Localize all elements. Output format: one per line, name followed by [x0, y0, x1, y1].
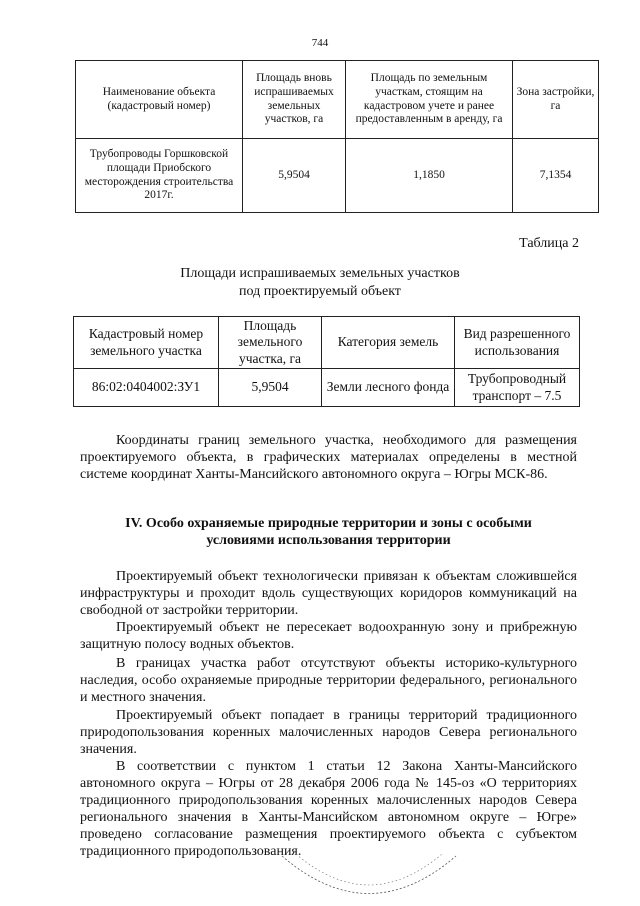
seal-stamp: [274, 836, 464, 906]
table-header-cell: Зона застройки, га: [513, 61, 599, 139]
table-header-row: [76, 61, 599, 139]
coordinates-paragraph: Координаты границ земельного участка, необходимого для размещения проектируемого объекта, в графических материалах определены в местной системе координат Ханты-Мансийского автономного округа – Югры МСК-86.: [80, 433, 577, 482]
table-header-cell: Площадь по земельным участкам, стоящим на кадастровом учете и ранее предоставленным в аренду, га: [346, 61, 513, 139]
table-header-row: [74, 317, 580, 369]
table-header-cell: Наименование объекта (кадастровый номер): [76, 61, 243, 139]
table-header-cell: Площадь вновь испрашиваемых земельных участков, га: [243, 61, 346, 139]
section-heading-line: IV. Особо охраняемые природные территории и зоны с особыми: [125, 516, 532, 531]
section-heading: [80, 515, 577, 549]
table-cell: Трубопроводный транспорт – 7.5: [455, 369, 580, 407]
table-caption: Таблица 2: [519, 236, 579, 251]
paragraph: В соответствии с пунктом 1 статьи 12 Закона Ханты-Мансийского автономного округа – Югры от 28 декабря 2006 года № 145-оз «О территориях традиционного природопользования коренных малочисленных народов Севера регионального значения в Ханты-Мансийском автономном округе – Югре» проведено согласование размещения проектируемого объекта с субъектом традиционного природопользования.: [80, 759, 577, 859]
table-row: [74, 369, 580, 407]
table-cell: Трубопроводы Горшковской площади Приобского месторождения строительства 2017г.: [76, 139, 243, 213]
table-title-line: Площади испрашиваемых земельных участков: [180, 266, 460, 281]
objects-area-table: [75, 60, 599, 213]
page-number: 744: [311, 37, 329, 49]
paragraph: Проектируемый объект не пересекает водоохранную зону и прибрежную защитную полосу водных объектов.: [80, 620, 577, 652]
section-heading-line: условиями использования территории: [206, 533, 451, 548]
table-cell: 7,1354: [513, 139, 599, 213]
table-cell: 5,9504: [243, 139, 346, 213]
table-cell: 1,1850: [346, 139, 513, 213]
table-title: [0, 265, 640, 300]
table-row: [76, 139, 599, 213]
paragraph: Проектируемый объект попадает в границы территорий традиционного природопользования коренных малочисленных народов Севера регионального значения.: [80, 708, 577, 757]
table-header-cell: Площадь земельного участка, га: [219, 317, 322, 369]
table-title-line: под проектируемый объект: [239, 283, 401, 299]
table-cell: Земли лесного фонда: [322, 369, 455, 407]
table-cell: 5,9504: [219, 369, 322, 407]
table-header-cell: Вид разрешенного использования: [455, 317, 580, 369]
table-cell: 86:02:0404002:ЗУ1: [74, 369, 219, 407]
land-plots-table: [73, 316, 580, 407]
table-header-cell: Категория земель: [322, 317, 455, 369]
paragraph: В границах участка работ отсутствуют объекты историко-культурного наследия, особо охраняемые природные территории федерального, регионального и местного значения.: [80, 656, 577, 705]
paragraph: Проектируемый объект технологически привязан к объектам сложившейся инфраструктуры и проходит вдоль существующих коридоров коммуникаций на свободной от застройки территории.: [80, 569, 577, 618]
table-header-cell: Кадастровый номер земельного участка: [74, 317, 219, 369]
